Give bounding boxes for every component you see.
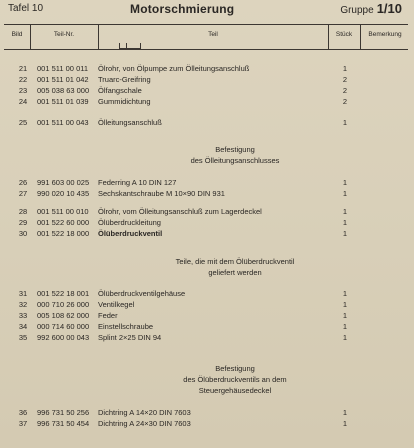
part-number: 992 600 00 043 (37, 333, 90, 342)
part-description: Ventilkegel (98, 300, 135, 309)
part-description: Sechskantschraube M 10×90 DIN 931 (98, 189, 225, 198)
row-number: 29 (18, 218, 28, 227)
part-description: Ölüberdruckleitung (98, 218, 161, 227)
column-divider (98, 25, 99, 49)
section-caption-line: Befestigung (215, 364, 255, 373)
section-caption-line: Teile, die mit dem Ölüberdruckventil (175, 257, 295, 266)
part-description: Dichtring A 14×20 DIN 7603 (98, 408, 191, 417)
row-number: 34 (18, 322, 28, 331)
row-number: 25 (18, 118, 28, 127)
quantity: 1 (342, 408, 348, 417)
page-title: Motorschmierung (130, 2, 235, 16)
part-description: Dichtring A 24×30 DIN 7603 (98, 419, 191, 428)
section-caption-line: Steuergehäusedeckel (198, 386, 272, 395)
part-number: 001 511 01 039 (37, 97, 89, 106)
row-number: 27 (18, 189, 28, 198)
quantity: 1 (342, 118, 348, 127)
row-number: 33 (18, 311, 28, 320)
table-row (0, 228, 414, 239)
quantity: 1 (342, 207, 348, 216)
row-number: 32 (18, 300, 28, 309)
table-row (0, 85, 414, 96)
part-number: 996 731 50 454 (37, 419, 90, 428)
table-row (0, 321, 414, 332)
part-description: Ölfangschale (98, 86, 142, 95)
row-number: 30 (18, 229, 28, 238)
table-row (0, 288, 414, 299)
part-description: Ölrohr, von Ölpumpe zum Ölleitungsanschluß (98, 64, 250, 73)
column-header-bemerkung: Bemerkung (368, 31, 402, 38)
row-number: 23 (18, 86, 28, 95)
quantity: 1 (342, 218, 348, 227)
section-caption (150, 256, 320, 278)
table-row (0, 63, 414, 74)
part-number: 001 522 60 000 (37, 218, 90, 227)
quantity: 1 (342, 322, 348, 331)
part-number: 996 731 50 256 (37, 408, 90, 417)
part-description: Ölüberdruckventil (98, 229, 163, 238)
table-row (0, 188, 414, 199)
quantity: 1 (342, 189, 348, 198)
part-number: 005 038 63 000 (37, 86, 90, 95)
quantity: 2 (342, 75, 348, 84)
table-row (0, 177, 414, 188)
quantity: 2 (342, 97, 348, 106)
part-description: Federring A 10 DIN 127 (98, 178, 177, 187)
row-number: 31 (18, 289, 28, 298)
section-caption-line: Befestigung (215, 145, 255, 154)
part-number: 000 714 60 000 (37, 322, 90, 331)
part-number: 001 511 01 042 (37, 75, 89, 84)
section-caption-line: des Ölüberdruckventils an dem (183, 375, 287, 384)
group-label-text: Gruppe (340, 5, 374, 16)
column-divider (30, 25, 31, 49)
part-description: Ölrohr, vom Ölleitungsanschluß zum Lagerdeckel (98, 207, 262, 216)
quantity: 2 (342, 86, 348, 95)
section-caption (150, 363, 320, 396)
quantity: 1 (342, 229, 348, 238)
part-number-tick-marks (119, 40, 141, 49)
part-number: 005 108 62 000 (37, 311, 90, 320)
column-header-teil: Teil (208, 31, 218, 38)
table-row (0, 299, 414, 310)
table-row (0, 407, 414, 418)
table-row (0, 332, 414, 343)
row-number: 26 (18, 178, 28, 187)
column-divider (328, 25, 329, 49)
table-row (0, 418, 414, 429)
part-number: 001 522 18 000 (37, 229, 90, 238)
column-divider (360, 25, 361, 49)
quantity: 1 (342, 300, 348, 309)
row-number: 24 (18, 97, 28, 106)
part-description: Ölüberdruckventilgehäuse (98, 289, 186, 298)
part-description: Einstellschraube (98, 322, 154, 331)
quantity: 1 (342, 311, 348, 320)
table-row (0, 96, 414, 107)
row-number: 28 (18, 207, 28, 216)
table-row (0, 117, 414, 128)
part-number: 001 511 00 043 (37, 118, 89, 127)
section-caption-line: des Ölleitungsanschlusses (190, 156, 280, 165)
quantity: 1 (342, 64, 348, 73)
part-description: Ölleitungsanschluß (98, 118, 162, 127)
plate-number: Tafel 10 (8, 3, 44, 14)
part-number: 000 710 26 000 (37, 300, 90, 309)
part-number: 001 511 00 011 (37, 64, 89, 73)
column-header-stueck: Stück (335, 31, 353, 38)
part-description: Splint 2×25 DIN 94 (98, 333, 162, 342)
group-label (340, 1, 402, 17)
row-number: 21 (18, 64, 28, 73)
row-number: 22 (18, 75, 28, 84)
quantity: 1 (342, 333, 348, 342)
table-row (0, 217, 414, 228)
section-caption (150, 144, 320, 166)
table-column-header (4, 24, 408, 50)
column-header-bild: Bild (11, 31, 23, 38)
quantity: 1 (342, 419, 348, 428)
part-number: 990 020 10 435 (37, 189, 90, 198)
table-row (0, 206, 414, 217)
group-number: 1/10 (376, 1, 402, 16)
quantity: 1 (342, 178, 348, 187)
row-number: 35 (18, 333, 28, 342)
part-number: 001 511 00 010 (37, 207, 89, 216)
part-description: Gummidichtung (98, 97, 151, 106)
part-description: Feder (98, 311, 118, 320)
column-header-teil-nr: Teil-Nr. (53, 31, 75, 38)
table-row (0, 310, 414, 321)
part-description: Truarc-Greifring (98, 75, 151, 84)
quantity: 1 (342, 289, 348, 298)
part-number: 001 522 18 001 (37, 289, 90, 298)
table-row (0, 74, 414, 85)
row-number: 37 (18, 419, 28, 428)
part-number: 991 603 00 025 (37, 178, 90, 187)
section-caption-line: geliefert werden (208, 268, 262, 277)
row-number: 36 (18, 408, 28, 417)
